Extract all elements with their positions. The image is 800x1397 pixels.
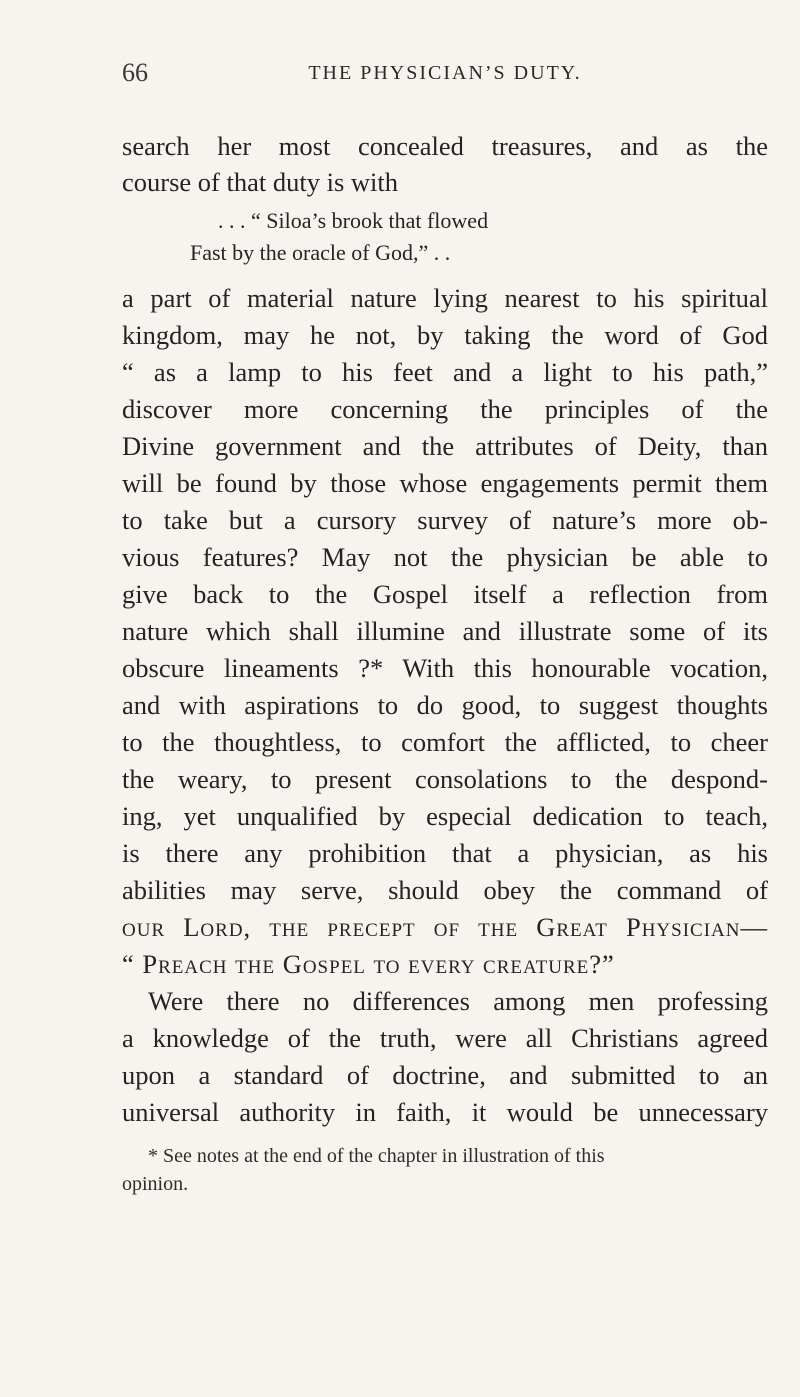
body-line: to the thoughtless, to comfort the afflicted, to cheer bbox=[122, 727, 768, 757]
body-line: universal authority in faith, it would be unnecessary bbox=[122, 1097, 768, 1127]
body-line: Divine government and the attributes of Deity, than bbox=[122, 431, 768, 461]
body-line: a part of material nature lying nearest to his spiritual bbox=[122, 283, 768, 313]
body-line: and with aspirations to do good, to suggest thoughts bbox=[122, 690, 768, 720]
body-line: is there any prohibition that a physician, as his bbox=[122, 838, 768, 868]
body-line: will be found by those whose engagements permit them bbox=[122, 468, 768, 498]
body-line: our Lord, the precept of the Great Physician— bbox=[122, 912, 768, 942]
body-line: give back to the Gospel itself a reflection from bbox=[122, 579, 768, 609]
body-line: the weary, to present consolations to the despond- bbox=[122, 764, 768, 794]
body-line: obscure lineaments ?* With this honourable vocation, bbox=[122, 653, 768, 683]
body-line: search her most concealed treasures, and as the bbox=[122, 131, 768, 161]
body-line: Were there no differences among men professing bbox=[148, 986, 768, 1016]
body-line: to take but a cursory survey of nature’s more ob- bbox=[122, 505, 768, 535]
footnote-line: * See notes at the end of the chapter in illustration of this bbox=[148, 1145, 605, 1167]
verse-quote-line: . . . “ Siloa’s brook that flowed bbox=[218, 208, 489, 233]
body-line: kingdom, may he not, by taking the word of God bbox=[122, 320, 768, 350]
body-line: vious features? May not the physician be able to bbox=[122, 542, 768, 572]
page-number: 66 bbox=[122, 58, 148, 87]
body-line: “ Preach the Gospel to every creature?” bbox=[122, 949, 615, 979]
body-line: discover more concerning the principles of the bbox=[122, 394, 768, 424]
body-line: a knowledge of the truth, were all Christians agreed bbox=[122, 1023, 768, 1053]
body-line: abilities may serve, should obey the command of bbox=[122, 875, 768, 905]
body-line: upon a standard of doctrine, and submitted to an bbox=[122, 1060, 768, 1090]
body-line: nature which shall illumine and illustrate some of its bbox=[122, 616, 768, 646]
running-title: THE PHYSICIAN’S DUTY. bbox=[308, 62, 582, 84]
body-line: ing, yet unqualified by especial dedication to teach, bbox=[122, 801, 768, 831]
body-line: “ as a lamp to his feet and a light to his path,” bbox=[122, 357, 768, 387]
body-line: course of that duty is with bbox=[122, 167, 398, 197]
page-header bbox=[122, 58, 768, 92]
footnote-line: opinion. bbox=[122, 1173, 189, 1195]
verse-quote-line: Fast by the oracle of God,” . . bbox=[190, 240, 451, 265]
